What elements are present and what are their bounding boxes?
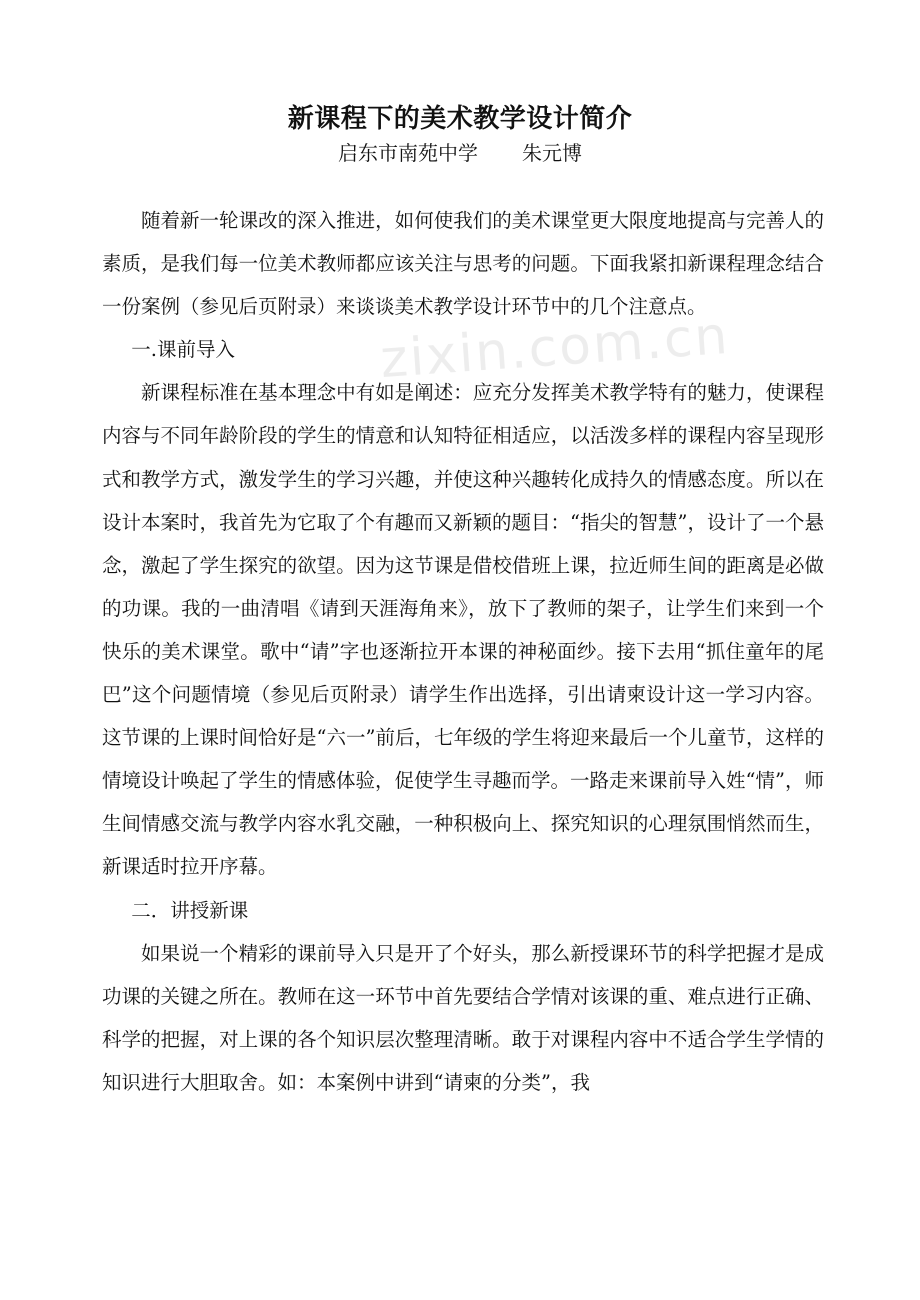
paragraph-section-2: 如果说一个精彩的课前导入只是开了个好头，那么新授课环节的科学把握才是成功课的关键之所在。教师在这一环节中首先要结合学情对该课的重、难点进行正确、科学的把握，对上课的各个知识层次整理清晰。敢于对课程内容中不适合学生学情的知识进行大胆取舍。如：本案例中讲到“请柬的分类”，我 (102, 941, 824, 1094)
author-name: 朱元博 (522, 141, 582, 165)
watermark: zixin.com.cn (378, 305, 732, 391)
author-school: 启东市南苑中学 (338, 141, 478, 165)
byline (0, 138, 920, 168)
document-body (102, 199, 824, 1104)
document-title: 新课程下的美术教学设计简介 (287, 104, 633, 134)
section-heading-2: 二．讲授新课 (131, 898, 249, 922)
paragraph-intro: 随着新一轮课改的深入推进，如何使我们的美术课堂更大限度地提高与完善人的素质，是我们每一位美术教师都应该关注与思考的问题。下面我紧扣新课程理念结合一份案例（参见后页附录）来谈谈美术教学设计环节中的几个注意点。 (102, 209, 824, 319)
section-heading-1: 一.课前导入 (131, 338, 235, 362)
paragraph-section-1: 新课程标准在基本理念中有如是阐述：应充分发挥美术教学特有的魅力，使课程内容与不同年龄阶段的学生的情意和认知特征相适应，以活泼多样的课程内容呈现形式和教学方式，激发学生的学习兴趣，并使这种兴趣转化成持久的情感态度。所以在设计本案时，我首先为它取了个有趣而又新颖的题目：“指尖的智慧”，设计了一个悬念，激起了学生探究的欲望。因为这节课是借校借班上课，拉近师生间的距离是必做的功课。我的一曲清唱《请到天涯海角来》，放下了教师的架子，让学生们来到一个快乐的美术课堂。歌中“请”字也逐渐拉开本课的神秘面纱。接下去用“抓住童年的尾巴”这个问题情境（参见后页附录）请学生作出选择，引出请柬设计这一学习内容。这节课的上课时间恰好是“六一”前后，七年级的学生将迎来最后一个儿童节，这样的情境设计唤起了学生的情感体验，促使学生寻趣而学。一路走来课前导入姓“情”，师生间情感交流与教学内容水乳交融，一种积极向上、探究知识的心理氛围悄然而生，新课适时拉开序幕。 (102, 381, 824, 879)
